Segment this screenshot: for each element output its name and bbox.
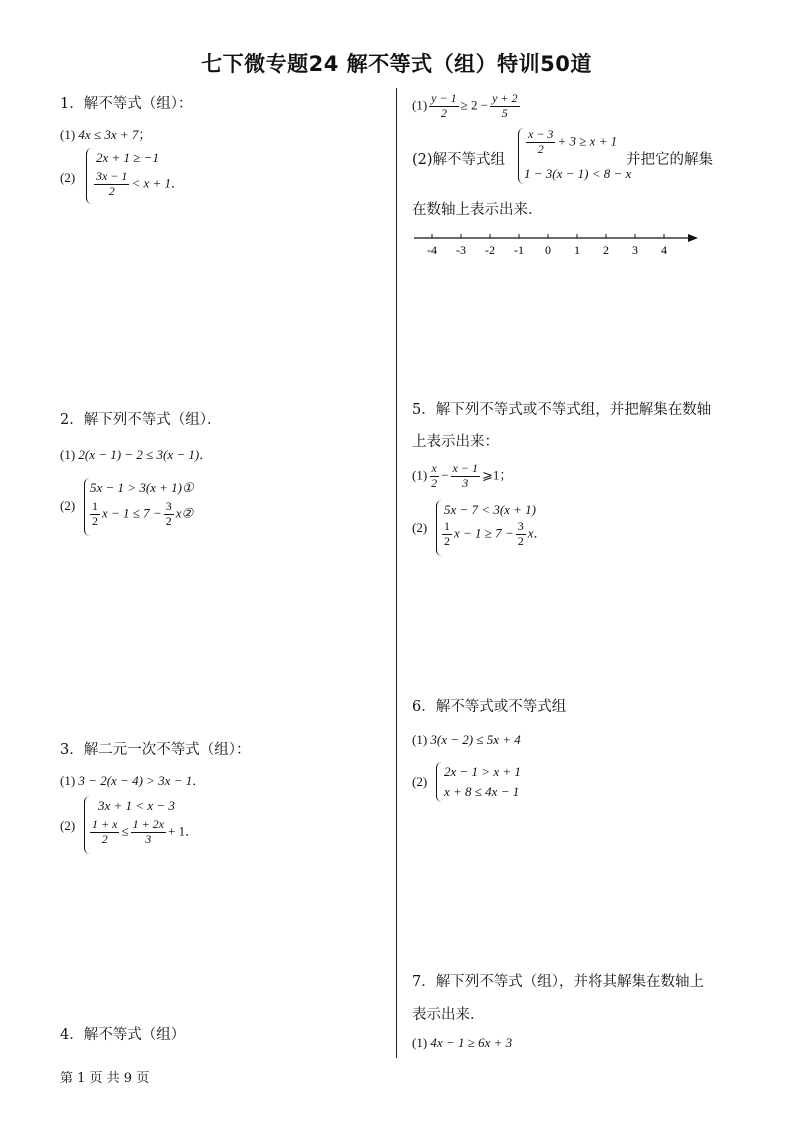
q5-p2-line2 [440,520,547,549]
q4-p2-line2: 1 − 3(x − 1) < 8 − x [524,166,632,181]
q5-p1-rest: ⩾1； [481,467,513,483]
q2-p2-label: (2) [60,498,76,513]
q5-p1-num: x [431,461,437,475]
q5-part1 [412,462,512,491]
q2-p2-line2 [88,500,193,529]
q1-heading: 1．解不等式（组）： [60,96,193,112]
q2-part1 [60,444,212,463]
number-line-tick-label: 4 [661,243,667,257]
q7-p1-label: (1) [412,1035,428,1050]
q5-l2-num: 1 [444,519,450,533]
q5-p1-num2: x − 1 [452,461,478,475]
q3-part1 [60,770,205,789]
q1-p1-expr: 4x ≤ 3x + 7 [78,127,139,142]
q7-p1-expr: 4x − 1 ≥ 6x + 3 [430,1035,513,1050]
number-line-tick-label: -1 [514,243,524,257]
number-line-tick-label: -2 [485,243,495,257]
q1-p1-label: (1) [60,127,76,142]
q2-p1-label: (1) [60,447,76,462]
q4-p1-den2: 5 [501,105,508,120]
q3-heading: 3．解二元一次不等式（组）： [60,742,251,758]
column-divider [396,88,397,1058]
q5-heading: 5．解下列不等式或不等式组，并把解集在数轴 [412,402,712,418]
q2-p1-end: ． [199,447,213,462]
q4-p2-after2: 在数轴上表示出来． [412,202,543,218]
q2-l2-den2: 2 [165,513,172,528]
q6-p1-expr: 3(x − 2) ≤ 5x + 4 [430,732,521,747]
q1-p1-end: ； [138,127,152,142]
number-line-tick-label: 1 [574,243,580,257]
q4-p1-den: 2 [440,105,447,120]
q3-l2-num: 1 + x [92,817,118,831]
q6-part1 [412,732,521,748]
q1-p2-label: (2) [60,170,76,185]
q2-l2-mid: x − 1 ≤ 7 − [102,505,162,521]
q2-p2-line1: 5x − 1 > 3(x + 1)① [90,480,194,495]
q1-p2-line1: 2x + 1 ≥ −1 [96,150,159,165]
q1-p2-den: 2 [108,183,115,198]
q4-l1-num: x − 3 [528,127,554,141]
q1-p2-num: 3x − 1 [96,169,128,183]
q4-p2-label: (2)解不等式组 [412,152,506,168]
q5-l2-mid: x − 1 ≥ 7 − [454,525,514,541]
q3-p1-label: (1) [60,773,76,788]
q7-heading-2: 表示出来． [412,1007,485,1023]
q1-part1 [60,124,151,143]
q2-l2-den: 2 [92,513,98,528]
number-line-tick-label: -3 [456,243,466,257]
q1-p2-end: ． [171,175,185,191]
q5-p1-label: (1) [412,467,428,483]
q7-part1 [412,1035,512,1051]
q3-l2-num2: 1 + 2x [132,817,165,831]
q4-p2-after: 并把它的解集 [626,152,713,168]
q3-p1-end: ． [192,773,206,788]
page-title: 七下微专题24 解不等式（组）特训50道 [201,52,592,76]
q6-p2-line2: x + 8 ≤ 4x − 1 [444,784,520,799]
q1-p2-line2 [92,170,184,199]
number-line-arrow-icon [688,234,698,242]
q3-p2-label: (2) [60,818,76,833]
q3-l2-rest: + 1 [168,823,186,839]
number-line-tick-label: 0 [545,243,551,257]
q7-heading: 7．解下列不等式（组），并将其解集在数轴上 [412,974,704,990]
q3-l2-mid: ≤ [121,823,129,839]
q2-p1-expr: 2(x − 1) − 2 ≤ 3(x − 1) [78,447,200,462]
q4-l1-den: 2 [537,141,544,156]
q6-system-brace [436,762,443,802]
q6-p1-label: (1) [412,732,428,747]
q6-p2-label: (2) [412,774,428,789]
q5-l2-period: ． [533,525,547,541]
q5-p2-label: (2) [412,520,428,535]
q2-l2-num: 1 [92,499,98,513]
number-line-tick-label: 2 [603,243,609,257]
q4-l1-rest: + 3 ≥ x + 1 [557,133,618,149]
number-line-tick-label: 3 [632,243,638,257]
q5-heading-2: 上表示出来： [412,434,499,450]
page-footer: 第 1 页 共 9 页 [60,1071,150,1086]
q5-l2-den2: 2 [517,533,524,548]
q5-l2-num2: 3 [517,519,524,533]
q3-l2-den: 2 [101,831,108,846]
q5-l2-den: 2 [444,533,450,548]
q1-p2-rest: < x + 1 [131,175,172,191]
q5-p1-mid: − [441,467,449,483]
q3-p2-line1: 3x + 1 < x − 3 [98,798,175,813]
q3-l2-den2: 3 [145,831,152,846]
q4-heading: 4．解不等式（组） [60,1027,186,1043]
q4-p1-label: (1) [412,97,428,113]
q3-p1-expr: 3 − 2(x − 4) > 3x − 1 [78,773,193,788]
q5-l2-end: x [527,525,534,541]
number-line [410,228,710,262]
q6-heading: 6．解不等式或不等式组 [412,699,567,715]
q2-heading: 2．解下列不等式（组）． [60,412,222,428]
q4-p1-num: y − 1 [431,91,457,105]
q4-p1-num2: y + 2 [492,91,518,105]
q5-p1-den2: 3 [462,475,469,490]
q5-p1-den: 2 [431,475,438,490]
number-line-tick-label: -4 [427,243,437,257]
q4-p1-mid: ≥ 2 − [460,97,489,113]
q4-part1 [412,92,522,121]
q2-l2-end: x② [175,505,194,521]
q3-l2-end: ． [185,823,199,839]
q6-p2-line1: 2x − 1 > x + 1 [444,764,521,779]
q4-p2-line1 [524,128,617,157]
q3-p2-line2 [88,818,198,847]
q2-l2-num2: 3 [165,499,172,513]
q5-p2-line1: 5x − 7 < 3(x + 1) [444,502,537,517]
